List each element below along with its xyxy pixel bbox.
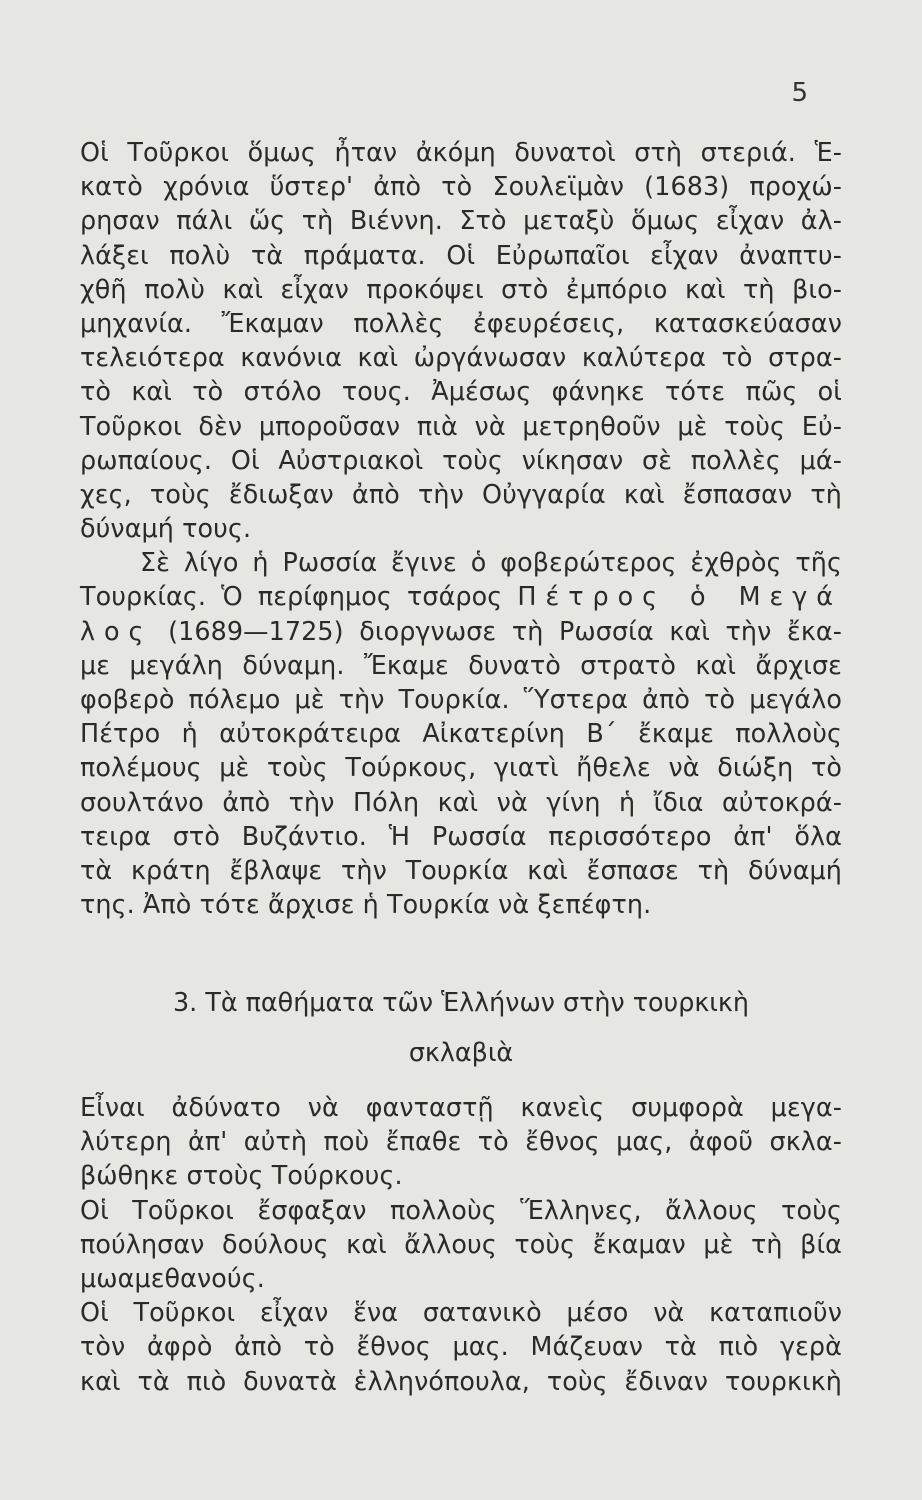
text-line: βώθηκε στοὺς Τούρκους. [80, 1160, 403, 1191]
page-number: 5 [791, 78, 808, 108]
text-line: Οἱ Τοῦρκοι ἔσφαξαν πολλοὺς Ἕλληνες, ἄλλους τοὺς [80, 1194, 842, 1225]
text-line: δύναμή τους. [80, 513, 252, 544]
text-line: φοβερὸ πόλεμο μὲ τὴν Τουρκία. Ὕστερα ἀπὸ τὸ μεγάλο [80, 684, 842, 714]
text-line: μηχανία. Ἔκαμαν πολλὲς ἐφευρέσεις, κατασκεύασαν [80, 307, 842, 338]
text-line: τειρα στὸ Βυζάντιο. Ἡ Ρωσσία περισσότερο ἀπ' ὅλα [80, 820, 842, 851]
text-line: της. Ἀπὸ τότε ἄρχισε ἡ Τουρκία νὰ ξεπέφτη. [80, 889, 652, 920]
text-fragment: (1689—1725) διοργνωσε τὴ Ρωσσία καὶ τὴν ἔκα- [152, 615, 842, 646]
text-line: χθῆ πολὺ καὶ εἶχαν προκόψει στὸ ἐμπόριο καὶ τὴ βιο- [80, 273, 842, 304]
paragraph-turks-europe [80, 135, 842, 921]
section-heading: 3. Τὰ παθήματα τῶν Ἑλλήνων στὴν τουρκικὴ [173, 987, 749, 1017]
text-line: πούλησαν δούλους καὶ ἄλλους τοὺς ἔκαμαν μὲ τὴ βία [80, 1228, 842, 1259]
text-line: καὶ τὰ πιὸ δυνατὰ ἑλληνόπουλα, τοὺς ἔδιναν τουρκικὴ [80, 1365, 842, 1396]
text-line: μωαμεθανούς. [80, 1262, 265, 1293]
text-line: λύτερη ἀπ' αὐτὴ ποὺ ἔπαθε τὸ ἔθνος μας, ἀφοῦ σκλα- [80, 1126, 842, 1157]
text-line: Σὲ λίγο ἡ Ρωσσία ἔγινε ὁ φοβερώτερος ἐχθρὸς τῆς [140, 547, 842, 578]
text-line: ρησαν πάλι ὥς τὴ Βιέννη. Στὸ μεταξὺ ὅμως εἶχαν ἀλ- [80, 205, 842, 236]
text-line: Εἶναι ἀδύνατο νὰ φανταστῇ κανεὶς συμφορὰ μεγα- [80, 1092, 842, 1122]
emphasized-name: λος [80, 615, 153, 646]
text-line: λάξει πολὺ τὰ πράματα. Οἱ Εὐρωπαῖοι εἶχαν ἀναπτυ- [80, 239, 842, 270]
emphasized-name: Πέτρος ὁ Μεγά [517, 581, 842, 612]
text-line [80, 614, 842, 648]
text-line: τὸ καὶ τὸ στόλο τους. Ἀμέσως φάνηκε τότε πῶς οἱ [80, 376, 842, 407]
text-line: κατὸ χρόνια ὕστερ' ἀπὸ τὸ Σουλεϊμὰν (1683) προχώ- [80, 171, 842, 202]
text-line: σουλτάνο ἀπὸ τὴν Πόλη καὶ νὰ γίνη ἡ ἴδια αὐτοκρά- [80, 786, 842, 817]
text-line: με μεγάλη δύναμη. Ἔκαμε δυνατὸ στρατὸ καὶ ἄρχισε [80, 649, 842, 680]
section-heading-continued: σκλαβιὰ [408, 1037, 514, 1067]
text-line: τελειότερα κανόνια καὶ ὠργάνωσαν καλύτερα τὸ στρα- [80, 342, 842, 373]
text-line: ρωπαίους. Οἱ Αὐστριακοὶ τοὺς νίκησαν σὲ πολλὲς μά- [80, 444, 842, 475]
text-line: τὰ κράτη ἔβλαψε τὴν Τουρκία καὶ ἔσπασε τὴ δύναμή [80, 854, 842, 885]
text-line: Πέτρο ἡ αὐτοκράτειρα Αἰκατερίνη Β΄ ἔκαμε πολλοὺς [80, 718, 842, 749]
text-line: χες, τοὺς ἔδιωξαν ἀπὸ τὴν Οὐγγαρία καὶ ἔσπασαν τὴ [80, 478, 842, 509]
text-line: Οἱ Τοῦρκοι εἶχαν ἕνα σατανικὸ μέσο νὰ καταπιοῦν [80, 1297, 842, 1328]
text-line: Οἱ Τοῦρκοι ὅμως ἦταν ἀκόμη δυνατοὶ στὴ στεριά. Ἑ- [80, 137, 842, 167]
text-line [80, 579, 842, 613]
text-line: πολέμους μὲ τοὺς Τούρκους, γιατὶ ἤθελε νὰ διώξη τὸ [80, 752, 842, 783]
text-fragment: Τουρκίας. Ὁ περίφημος τσάρος [80, 581, 518, 612]
text-line: τὸν ἀφρὸ ἀπὸ τὸ ἔθνος μας. Μάζευαν τὰ πιὸ γερὰ [80, 1331, 842, 1362]
text-line: Τοῦρκοι δὲν μποροῦσαν πιὰ νὰ μετρηθοῦν μὲ τοὺς Εὐ- [80, 410, 842, 441]
paragraph-greek-sufferings [80, 1090, 842, 1398]
